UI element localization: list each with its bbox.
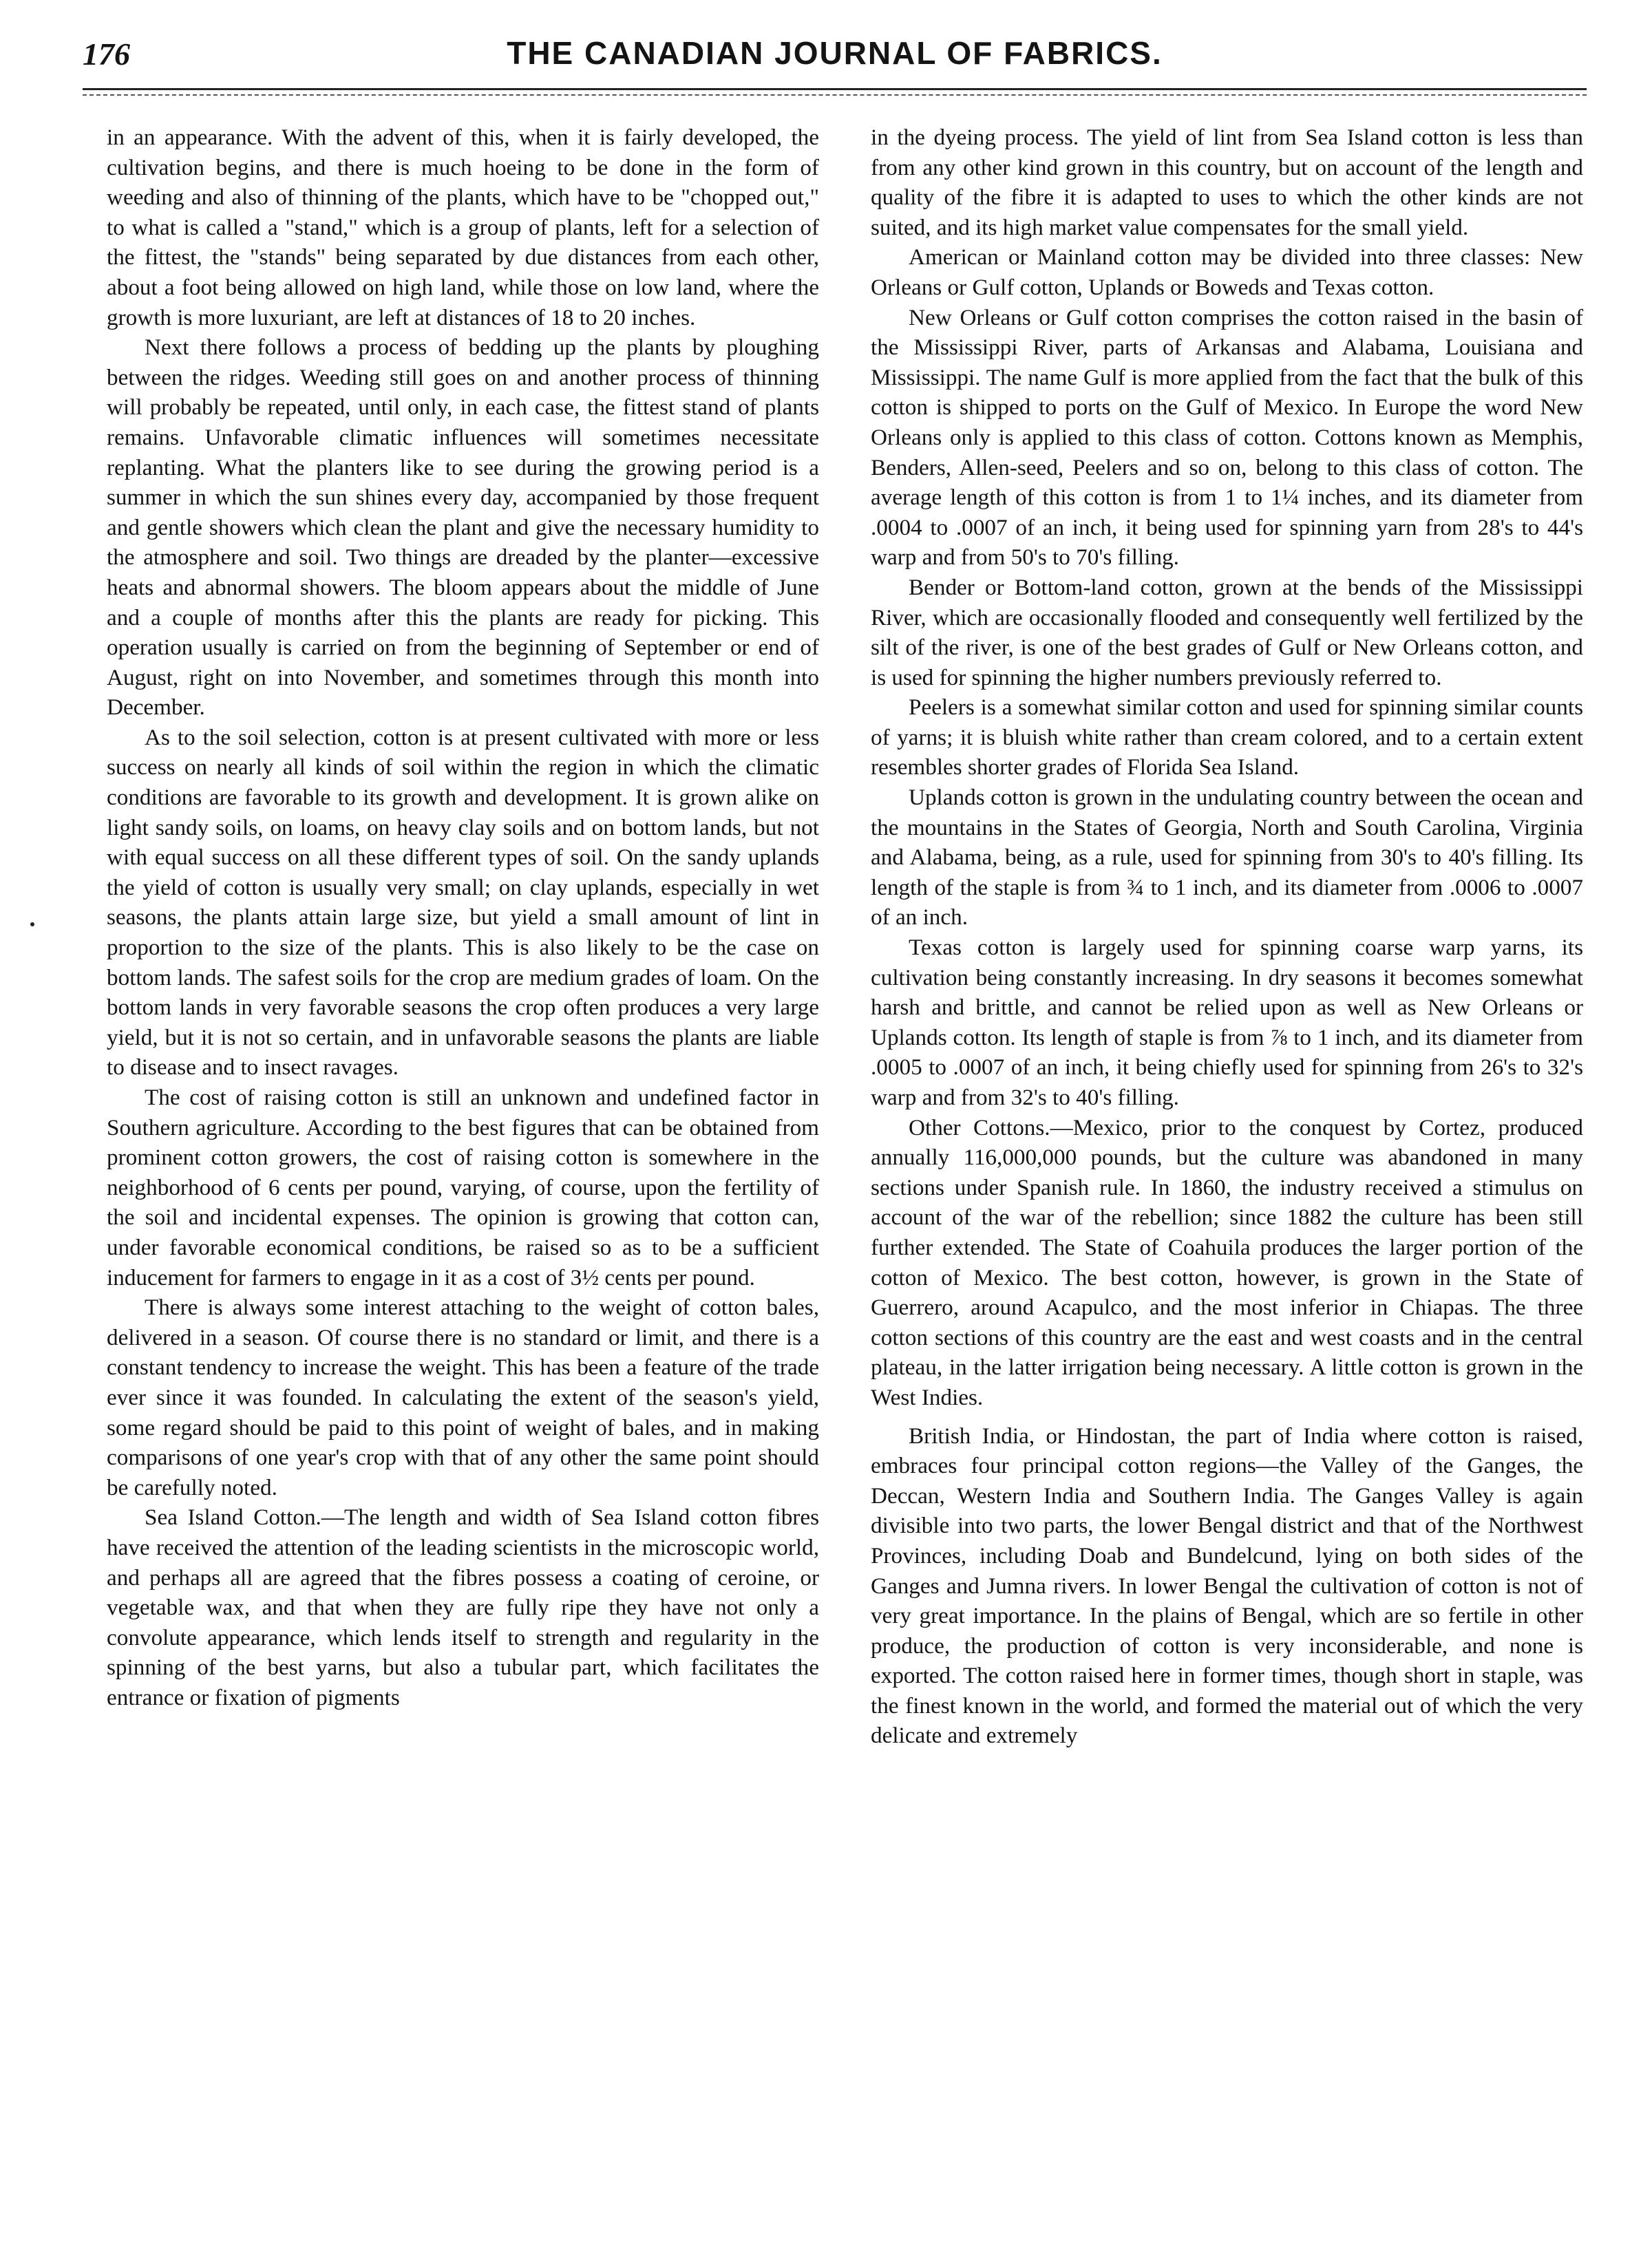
header-rule xyxy=(83,88,1587,90)
header-rule-dashed xyxy=(83,94,1587,96)
paragraph: New Orleans or Gulf cotton comprises the cotton raised in the basin of the Mississippi River, parts of Arkansas and Alabama, Louisiana and Mississippi. The name Gulf is more applied from the fact that the bulk of this cotton is shipped to ports on the Gulf of Mexico. In Europe the word New Orleans only is applied to this class of cotton. Cottons known as Memphis, Benders, Allen-seed, Peelers and so on, belong to this class of cotton. The average length of this cotton is from 1 to 1¼ inches, and its diameter from .0004 to .0007 of an inch, it being used for spinning yarn from 28's to 44's warp and from 50's to 70's filling. xyxy=(871,304,1583,571)
right-column xyxy=(871,123,1583,1751)
paragraph: Texas cotton is largely used for spinning coarse warp yarns, its cultivation being constantly increasing. In dry seasons it becomes somewhat harsh and brittle, and cannot be relied upon as well as New Orleans or Uplands cotton. Its length of staple is from ⅞ to 1 inch, and its diameter from .0005 to .0007 of an inch, it being chiefly used for spinning from 26's to 32's warp and from 32's to 40's filling. xyxy=(871,935,1583,1110)
paragraph: Sea Island Cotton.—The length and width of Sea Island cotton fibres have received the attention of the leading scientists in the microscopic world, and perhaps all are agreed that the fibres possess a coating of ceroine, or vegetable wax, and that when they are fully ripe they have not only a convolute appearance, which lends itself to strength and regularity in the spinning of the best yarns, but also a tubular part, which facilitates the entrance or fixation of pigments xyxy=(107,1505,819,1710)
paragraph: As to the soil selection, cotton is at present cultivated with more or less success on nearly all kinds of soil within the region in which the climatic conditions are favorable to its growth and development. It is grown alike on light sandy soils, on loams, on heavy clay soils and on bottom lands, but not with equal success on all these different types of soil. On the sandy uplands the yield of cotton is usually very small; on clay uplands, especially in wet seasons, the plants attain large size, but yield a small amount of lint in proportion to the size of the plants. This is also likely to be the case on bottom lands. The safest soils for the crop are medium grades of loam. On the bottom lands in very favorable seasons the crop often produces a very large yield, but it is not so certain, and in unfavorable seasons the plants are liable to disease and to insect ravages. xyxy=(107,724,819,1081)
paragraph: Peelers is a somewhat similar cotton and used for spinning similar counts of yarns; it is bluish white rather than cream colored, and to a certain extent resembles shorter grades of Florida Sea Island. xyxy=(871,694,1583,780)
left-column xyxy=(107,123,819,1712)
paragraph: British India, or Hindostan, the part of India where cotton is raised, embraces four principal cotton regions—the Valley of the Ganges, the Deccan, Western India and Southern India. The Ganges Valley is again divisible into two parts, the lower Bengal district and that of the Northwest Provinces, including Doab and Bundelcund, lying on both sides of the Ganges and Jumna rivers. In lower Bengal the cultivation of cotton is not of very great importance. In the plains of Bengal, which are so fertile in other produce, the production of cotton is very inconsiderable, and none is exported. The cotton raised here in former times, though short in staple, was the finest known in the world, and formed the material out of which the very delicate and extremely xyxy=(871,1423,1583,1749)
journal-title: THE CANADIAN JOURNAL OF FABRICS. xyxy=(507,35,1163,71)
paragraph: in the dyeing process. The yield of lint from Sea Island cotton is less than from any other kind grown in this country, but on account of the length and quality of the fibre it is adapted to uses to which the other kinds are not suited, and its high market value compensates for the small yield. xyxy=(871,125,1583,240)
paragraph: The cost of raising cotton is still an unknown and undefined factor in Southern agriculture. According to the best figures that can be obtained from prominent cotton growers, the cost of raising cotton is somewhere in the neighborhood of 6 cents per pound, varying, of course, upon the fertility of the soil and incidental expenses. The opinion is growing that cotton can, under favorable economical conditions, be raised so as to be a sufficient inducement for farmers to engage in it as a cost of 3½ cents per pound. xyxy=(107,1085,819,1290)
page-header xyxy=(83,34,1587,77)
page-number: 176 xyxy=(83,36,130,72)
paragraph: Uplands cotton is grown in the undulating country between the ocean and the mountains in the States of Georgia, North and South Carolina, Virginia and Alabama, being, as a rule, used for spinning from 30's to 40's filling. Its length of the staple is from ¾ to 1 inch, and its diameter from .0006 to .0007 of an inch. xyxy=(871,785,1583,931)
margin-mark xyxy=(30,922,34,926)
paragraph: Bender or Bottom-land cotton, grown at the bends of the Mississippi River, which are occasionally flooded and consequently well fertilized by the silt of the river, is one of the best grades of Gulf or New Orleans cotton, and is used for spinning the higher numbers previously referred to. xyxy=(871,574,1583,690)
paragraph: Next there follows a process of bedding up the plants by ploughing between the ridges. Weeding still goes on and another process of thinning will probably be repeated, until only, in each case, the fittest stand of plants remains. Unfavorable climatic influences will sometimes necessitate replanting. What the planters like to see during the growing period is a summer in which the sun shines every day, accompanied by those frequent and gentle showers which clean the plant and give the necessary humidity to the atmosphere and soil. Two things are dreaded by the planter—excessive heats and abnormal showers. The bloom appears about the middle of June and a couple of months after this the plants are ready for picking. This operation usually is carried on from the beginning of September or end of August, right on into November, and sometimes through this month into December. xyxy=(107,334,819,721)
paragraph: There is always some interest attaching to the weight of cotton bales, delivered in a season. Of course there is no standard or limit, and there is a constant tendency to increase the weight. This has been a feature of the trade ever since it was founded. In calculating the extent of the season's yield, some regard should be paid to this point of weight of bales, and in making comparisons of one year's crop with that of any other the same point should be carefully noted. xyxy=(107,1295,819,1500)
paragraph: in an appearance. With the advent of this, when it is fairly developed, the cultivation begins, and there is much hoeing to be done in the form of weeding and also of thinning of the plants, which have to be "chopped out," to what is called a "stand," which is a group of plants, left for a selection of the fittest, the "stands" being separated by due distances from each other, about a foot being allowed on high land, while those on low land, where the growth is more luxuriant, are left at distances of 18 to 20 inches. xyxy=(107,125,819,330)
paragraph: Other Cottons.—Mexico, prior to the conquest by Cortez, produced annually 116,000,000 pounds, but the culture was abandoned in many sections under Spanish rule. In 1860, the industry received a stimulus on account of the war of the rebellion; since 1882 the culture has been still further extended. The State of Coahuila produces the larger portion of the cotton of Mexico. The best cotton, however, is grown in the State of Guerrero, around Acapulco, and the most inferior in Chiapas. The three cotton sections of this country are the east and west coasts and in the central plateau, in the latter irrigation being necessary. A little cotton is grown in the West Indies. xyxy=(871,1114,1583,1410)
paragraph: American or Mainland cotton may be divided into three classes: New Orleans or Gulf cotton, Uplands or Boweds and Texas cotton. xyxy=(871,244,1583,300)
